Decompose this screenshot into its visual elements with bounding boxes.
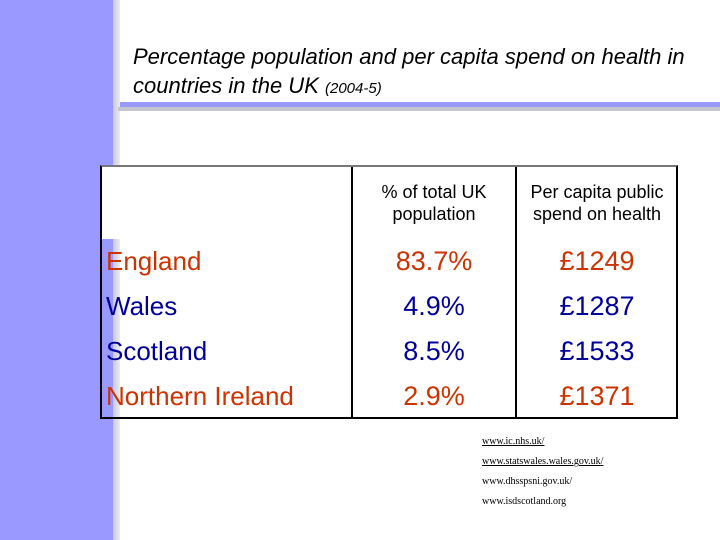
table-row <box>102 284 677 329</box>
slide-title <box>133 42 713 103</box>
population-pct-cell: 83.7% <box>352 239 516 284</box>
header-spend: Per capita public spend on health <box>530 182 664 224</box>
spend-cell: £1371 <box>559 381 635 411</box>
country-cell: England <box>102 239 352 284</box>
table-row <box>102 329 677 374</box>
health-table <box>102 167 677 419</box>
title-year: (2004-5) <box>325 80 382 97</box>
sources-list <box>482 432 603 512</box>
title-main: Percentage population and per capita spend on health in countries in the UK <box>133 44 685 98</box>
source-link[interactable]: www.ic.nhs.uk/ <box>482 436 545 447</box>
table-header-row <box>102 167 677 239</box>
population-pct-cell: 2.9% <box>352 374 516 419</box>
population-pct-cell: 8.5% <box>352 329 516 374</box>
table-row <box>102 374 677 419</box>
population-pct-cell: 4.9% <box>352 284 516 329</box>
title-rule-shadow <box>118 107 720 111</box>
spend-cell: £1287 <box>559 291 635 321</box>
source-link[interactable]: www.statswales.wales.gov.uk/ <box>482 456 604 467</box>
left-accent-bar <box>0 0 113 540</box>
header-blank-cell <box>102 167 352 239</box>
spend-cell: £1249 <box>559 246 635 276</box>
spend-cell: £1533 <box>559 336 635 366</box>
source-link: www.dhsspsni.gov.uk/ <box>482 476 573 487</box>
source-link: www.isdscotland.org <box>482 496 567 507</box>
table-row <box>102 239 677 284</box>
country-cell: Northern Ireland <box>102 374 352 419</box>
header-population: % of total UK population <box>352 167 516 239</box>
country-cell: Wales <box>102 284 352 329</box>
title-rule <box>120 102 720 107</box>
country-cell: Scotland <box>102 329 352 374</box>
